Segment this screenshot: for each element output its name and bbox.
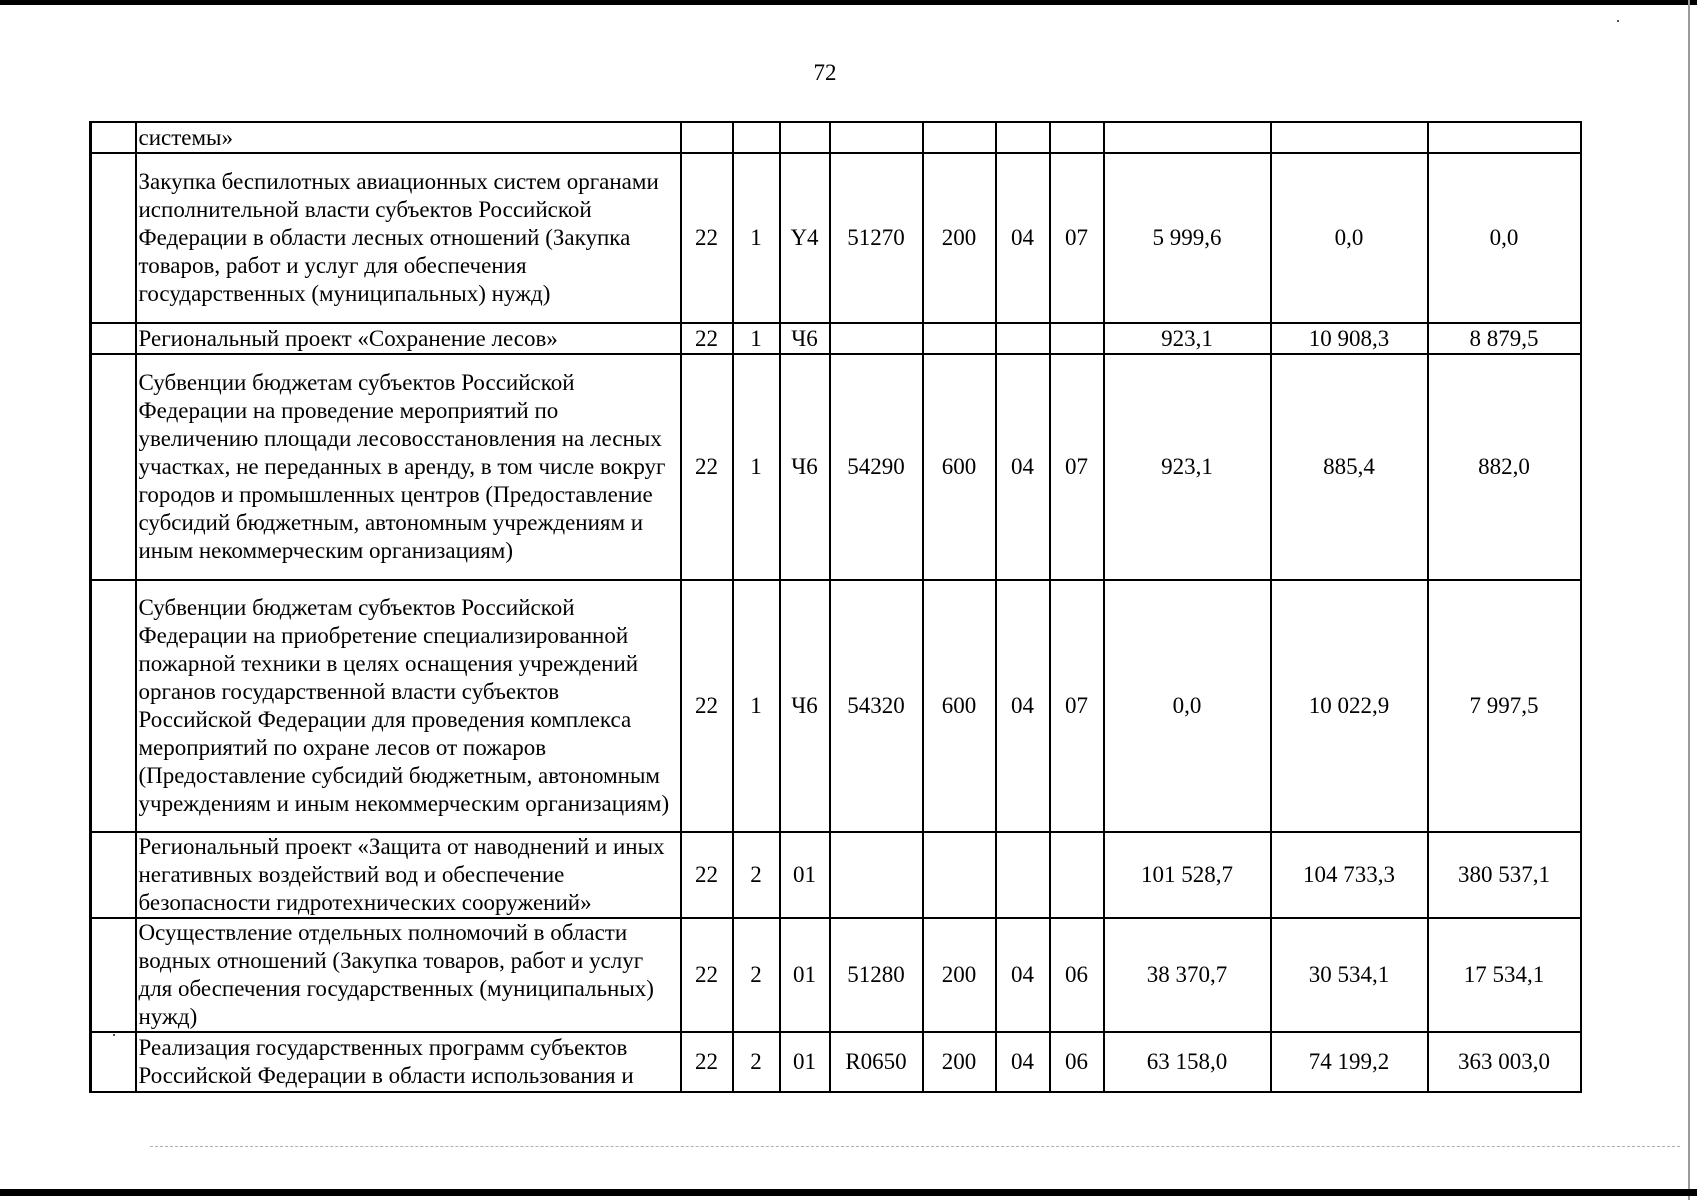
page-number: 72 xyxy=(813,60,837,85)
row-marker-cell xyxy=(91,832,136,918)
amount-cell: 0,0 xyxy=(1104,580,1271,832)
row-name: Региональный проект «Сохранение лесов» xyxy=(136,323,681,354)
code-cell: 54320 xyxy=(830,580,923,832)
code-cell: 51280 xyxy=(830,918,923,1032)
table-row xyxy=(91,122,1581,153)
row-name: системы» xyxy=(136,122,681,153)
scan-bottom-border xyxy=(0,1189,1697,1196)
amount-cell: 885,4 xyxy=(1271,354,1428,580)
scan-right-edge xyxy=(1688,0,1690,1200)
code-cell: 01 xyxy=(780,918,830,1032)
amount-cell: 74 199,2 xyxy=(1271,1032,1428,1092)
code-cell: R0650 xyxy=(830,1032,923,1092)
table-row xyxy=(91,323,1581,354)
amount-cell: 923,1 xyxy=(1104,354,1271,580)
row-name: Региональный проект «Защита от наводнений и иных негативных воздействий вод и обеспечение безопасности гидротехнических сооружений» xyxy=(136,832,681,918)
code-cell: 06 xyxy=(1050,1032,1104,1092)
amount-cell: 7 997,5 xyxy=(1428,580,1581,832)
amount-cell xyxy=(1428,122,1581,153)
code-cell: 22 xyxy=(681,153,733,323)
amount-cell: 5 999,6 xyxy=(1104,153,1271,323)
code-cell: 54290 xyxy=(830,354,923,580)
code-cell: Ч6 xyxy=(780,580,830,832)
code-cell: 200 xyxy=(923,153,996,323)
table-row xyxy=(91,918,1581,1032)
row-marker-cell xyxy=(91,918,136,1032)
row-marker-cell xyxy=(91,1032,136,1092)
code-cell: 04 xyxy=(996,918,1050,1032)
code-cell: 22 xyxy=(681,354,733,580)
table-row xyxy=(91,153,1581,323)
code-cell: 07 xyxy=(1050,354,1104,580)
code-cell: 600 xyxy=(923,580,996,832)
code-cell xyxy=(830,832,923,918)
amount-cell: 38 370,7 xyxy=(1104,918,1271,1032)
code-cell: 1 xyxy=(733,323,780,354)
amount-cell: 63 158,0 xyxy=(1104,1032,1271,1092)
code-cell xyxy=(996,323,1050,354)
code-cell xyxy=(1050,122,1104,153)
amount-cell: 10 908,3 xyxy=(1271,323,1428,354)
amount-cell: 882,0 xyxy=(1428,354,1581,580)
row-marker-cell xyxy=(91,323,136,354)
code-cell xyxy=(923,832,996,918)
table-row xyxy=(91,832,1581,918)
code-cell: 22 xyxy=(681,918,733,1032)
code-cell: 2 xyxy=(733,1032,780,1092)
scan-speck xyxy=(1617,20,1619,22)
scan-top-border xyxy=(0,0,1697,5)
code-cell: 2 xyxy=(733,918,780,1032)
row-marker-cell xyxy=(91,354,136,580)
amount-cell xyxy=(1104,122,1271,153)
code-cell: Ч6 xyxy=(780,323,830,354)
row-name: Субвенции бюджетам субъектов Российской Федерации на проведение мероприятий по увеличению площади лесовосстановления на лесных участках, не переданных в аренду, в том числе вокруг городов и промышленных центров (Предоставление субсидий бюджетным, автономным учреждениям и иным некоммерческим организациям) xyxy=(136,354,681,580)
code-cell: 22 xyxy=(681,323,733,354)
code-cell: 600 xyxy=(923,354,996,580)
amount-cell: 8 879,5 xyxy=(1428,323,1581,354)
amount-cell xyxy=(1271,122,1428,153)
row-name: Субвенции бюджетам субъектов Российской Федерации на приобретение специализированной пожарной техники в целях оснащения учреждений органов государственной власти субъектов Российской Федерации для проведения комплекса мероприятий по охране лесов от пожаров (Предоставление субсидий бюджетным, автономным учреждениям и иным некоммерческим организациям) xyxy=(136,580,681,832)
amount-cell: 101 528,7 xyxy=(1104,832,1271,918)
code-cell: 04 xyxy=(996,580,1050,832)
code-cell: 07 xyxy=(1050,580,1104,832)
code-cell: 1 xyxy=(733,354,780,580)
code-cell xyxy=(733,122,780,153)
code-cell xyxy=(996,122,1050,153)
code-cell xyxy=(830,323,923,354)
amount-cell: 0,0 xyxy=(1271,153,1428,323)
row-marker-cell xyxy=(91,153,136,323)
code-cell: 22 xyxy=(681,580,733,832)
row-name: Осуществление отдельных полномочий в области водных отношений (Закупка товаров, работ и услуг для обеспечения государственных (муниципальных) нужд) xyxy=(136,918,681,1032)
code-cell: 04 xyxy=(996,153,1050,323)
code-cell xyxy=(1050,832,1104,918)
code-cell xyxy=(923,122,996,153)
table-row xyxy=(91,354,1581,580)
code-cell: 200 xyxy=(923,1032,996,1092)
amount-cell: 380 537,1 xyxy=(1428,832,1581,918)
code-cell: Ч6 xyxy=(780,354,830,580)
amount-cell: 923,1 xyxy=(1104,323,1271,354)
code-cell: 01 xyxy=(780,832,830,918)
row-marker-cell xyxy=(91,122,136,153)
code-cell: 51270 xyxy=(830,153,923,323)
budget-table xyxy=(89,121,1582,1093)
code-cell: 1 xyxy=(733,153,780,323)
code-cell: 22 xyxy=(681,832,733,918)
code-cell xyxy=(996,832,1050,918)
code-cell xyxy=(681,122,733,153)
code-cell: Y4 xyxy=(780,153,830,323)
code-cell: 04 xyxy=(996,1032,1050,1092)
row-marker-cell xyxy=(91,580,136,832)
amount-cell: 104 733,3 xyxy=(1271,832,1428,918)
code-cell: 2 xyxy=(733,832,780,918)
amount-cell: 0,0 xyxy=(1428,153,1581,323)
code-cell xyxy=(923,323,996,354)
code-cell xyxy=(780,122,830,153)
code-cell xyxy=(830,122,923,153)
row-name: Закупка беспилотных авиационных систем органами исполнительной власти субъектов Российской Федерации в области лесных отношений (Закупка товаров, работ и услуг для обеспечения государственных (муниципальных) нужд) xyxy=(136,153,681,323)
scan-dashed-line xyxy=(150,1146,1680,1147)
table-row xyxy=(91,1032,1581,1092)
row-name: Реализация государственных программ субъектов Российской Федерации в области использования и xyxy=(136,1032,681,1092)
code-cell: 07 xyxy=(1050,153,1104,323)
code-cell: 01 xyxy=(780,1032,830,1092)
code-cell: 200 xyxy=(923,918,996,1032)
amount-cell: 363 003,0 xyxy=(1428,1032,1581,1092)
table-row xyxy=(91,580,1581,832)
code-cell: 1 xyxy=(733,580,780,832)
code-cell: 06 xyxy=(1050,918,1104,1032)
code-cell: 22 xyxy=(681,1032,733,1092)
amount-cell: 10 022,9 xyxy=(1271,580,1428,832)
code-cell: 04 xyxy=(996,354,1050,580)
code-cell xyxy=(1050,323,1104,354)
amount-cell: 30 534,1 xyxy=(1271,918,1428,1032)
amount-cell: 17 534,1 xyxy=(1428,918,1581,1032)
